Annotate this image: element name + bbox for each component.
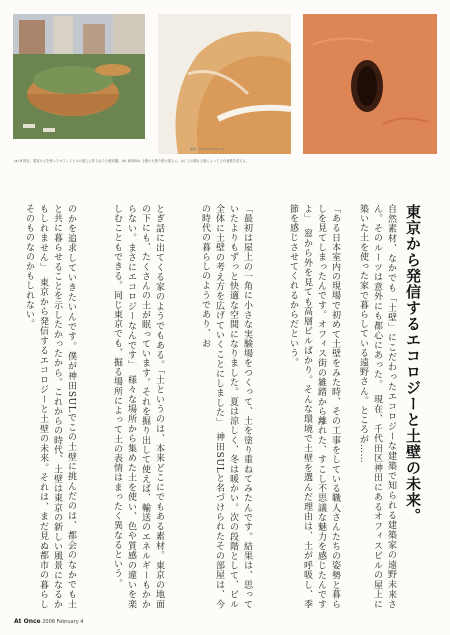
photo-credit: 撮影：Takeomi Noguchi <box>190 147 225 151</box>
page-number: 4 <box>80 619 84 625</box>
issue-date: 2008 February <box>42 619 79 625</box>
article-column-2: 「ある日本室内の現場で初めて土壁をみた時、その工事をしている職人さんたちの姿勢と暮らしを見てしまったんです。オフィス街の雑踏から離れた、すこし不思議な魅力を感じたんですよ」 窓から外を見ても高層ビルばかり。そんな環境で土壁を選んだ理由は、土が呼吸し、季節を感じさせてくれるからだという。 <box>288 204 340 609</box>
photo-earth-wall-texture <box>303 14 437 154</box>
page-footer <box>14 618 83 625</box>
article-column-1: 自然素材、なかでも「土壁」にこだわったエコロジーな建築で知られる建築家の遠野未来さん。そのルーツは意外にも都心にあった。 現在、千代田区神田にあるオフィスビルの屋上に築いた土を使った家で暮らしている遠野さん。ところが…… <box>358 204 396 609</box>
photo-caption: (a) B 段目、屋室の土を使ったオフィスビルの屋上に作られた土壁岩盤。(b) 神田SUL 土壁の大塗り壁の屋上に。(c) 上の塗れ土壁によって土の表情を変える。 <box>14 159 250 163</box>
photo-rooftop-earth-house <box>13 14 145 139</box>
rooftop-earth-house-illustration <box>13 14 145 139</box>
earth-wall-interior-illustration <box>158 14 291 154</box>
earth-wall-hole-illustration <box>303 14 437 154</box>
photo-earth-wall-interior <box>158 14 291 154</box>
article-title: 東京から発信するエコロジーと土壁の未来。 <box>404 204 422 524</box>
article-column-3: 「最初は屋上の一角に小さな実験場をつくって、土を塗り重ねてみたんです。結果は、思っていたよりもずっと快適な空間になりました。夏は涼しく、冬は暖かい。次の段階として、ビル全体に土壁の考え方を広げていくことにしました」 神田SULと名づけられたその部屋は、今の時代の暮らしのようであり、お <box>200 204 252 609</box>
article-column-4: とぎ話に出てくる家のようでもある。「土というのは、本来どこにでもある素材。東京の地面の下にも、たくさんの土が眠っています。それを掘り出して使えば、輸送のエネルギーもかからない。まさにエコロジーなんです」 様々な場所から集めた土を使い、色や質感の違いを楽しむこともできる。同じ東京でも、掘る場所によって土の表情はまったく異なるという。 <box>112 204 164 609</box>
article-column-5: のかを追求していきたいんです。僕が神田SULでこの土壁に挑んだのは、都会のなかでも土と共に暮らせることを示したかったから。これからの時代、土壁は東京の新しい風景になるかもしれません」 東京から発信するエコロジーと土壁の未来。それは、まだ見ぬ都市の暮らしそのものなのかもしれない。 <box>24 204 76 609</box>
magazine-name: At Once <box>14 618 41 625</box>
